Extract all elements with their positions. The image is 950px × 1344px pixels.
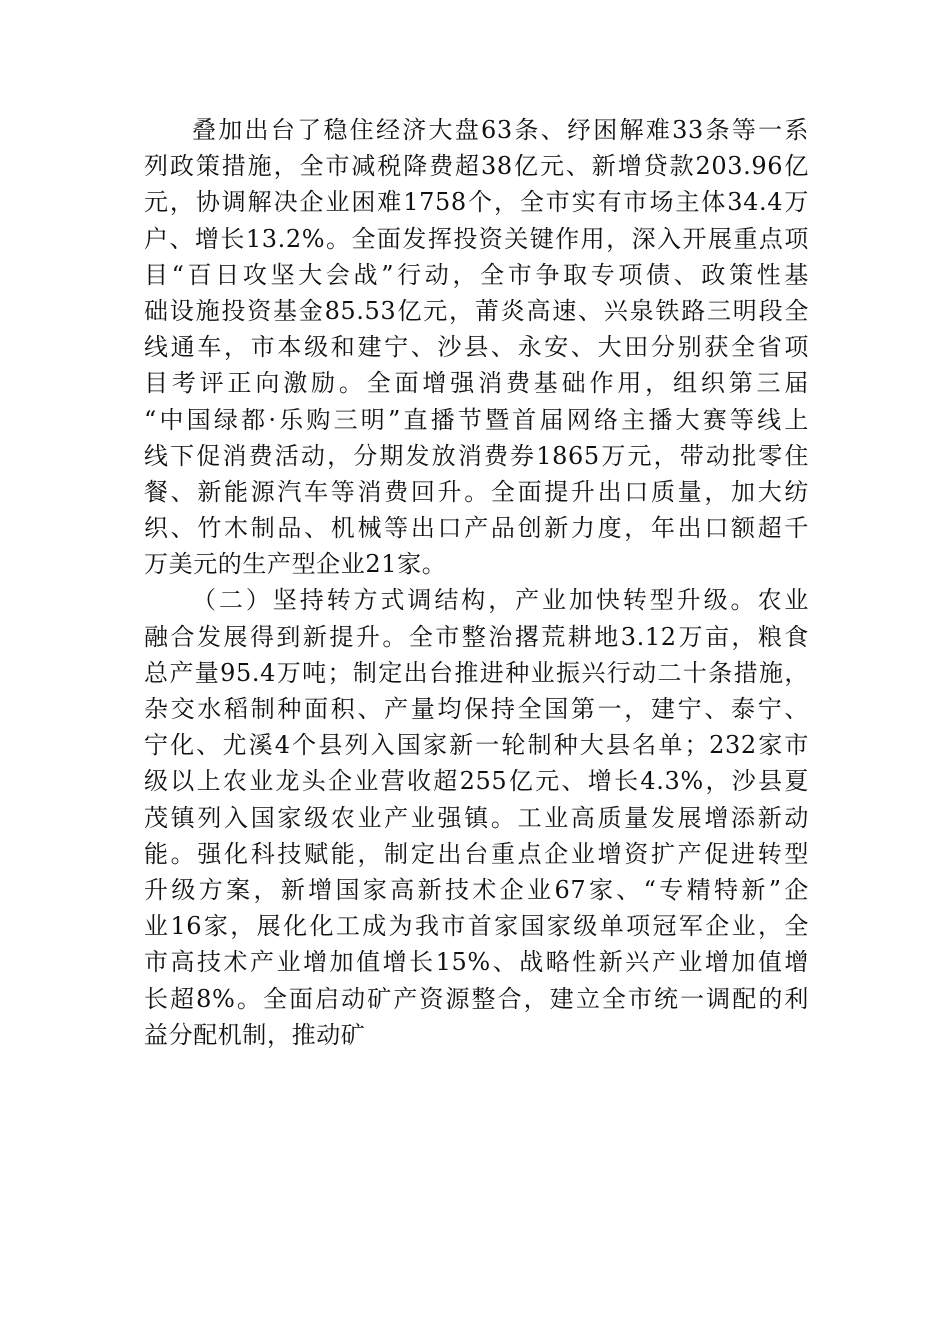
text-line: 目考评正向激励。全面增强消费基础作用，组织第三届 (144, 369, 809, 398)
text-line: 元，协调解决企业困难1758个，全市实有市场主体34.4万 (144, 188, 809, 217)
text-line: 餐、新能源汽车等消费回升。全面提升出口质量，加大纺 (144, 477, 809, 506)
text-line: 杂交水稻制种面积、产量均保持全国第一，建宁、泰宁、 (144, 695, 809, 723)
text-line: 茂镇列入国家级农业产业强镇。工业高质量发展增添新动 (144, 803, 809, 832)
document-body (144, 112, 809, 1053)
text-line: “中国绿都·乐购三明”直播节暨首届网络主播大赛等线上 (144, 405, 809, 434)
text-line: 列政策措施，全市减税降费超38亿元、新增贷款203.96亿 (144, 152, 809, 181)
text-line: 级以上农业龙头企业营收超255亿元、增长4.3%，沙县夏 (144, 767, 809, 796)
text-line: 益分配机制，推动矿 (144, 1020, 366, 1049)
paragraph-2 (144, 582, 809, 1052)
text-line: 能。强化科技赋能，制定出台重点企业增资扩产促进转型 (144, 839, 809, 868)
text-line: 叠加出台了稳住经济大盘63条、纾困解难33条等一系 (192, 116, 809, 144)
text-line: 线下促消费活动，分期发放消费券1865万元，带动批零住 (144, 441, 809, 470)
paragraph-1 (144, 112, 809, 582)
text-line: 长超8%。全面启动矿产资源整合，建立全市统一调配的利 (144, 984, 809, 1013)
text-line: （二）坚持转方式调结构，产业加快转型升级。农业 (192, 586, 809, 615)
text-line: 总产量95.4万吨；制定出台推进种业振兴行动二十条措施， (144, 658, 809, 687)
text-line: 业16家，展化化工成为我市首家国家级单项冠军企业，全 (144, 912, 809, 941)
text-line: 础设施投资基金85.53亿元，莆炎高速、兴泉铁路三明段全 (144, 296, 809, 325)
text-line: 织、竹木制品、机械等出口产品创新力度，年出口额超千 (144, 514, 809, 543)
text-line: 目“百日攻坚大会战”行动，全市争取专项债、政策性基 (144, 260, 809, 289)
text-line: 融合发展得到新提升。全市整治撂荒耕地3.12万亩，粮食 (144, 622, 809, 651)
text-line: 市高技术产业增加值增长15%、战略性新兴产业增加值增 (144, 948, 809, 977)
text-line: 宁化、尤溪4个县列入国家新一轮制种大县名单；232家市 (144, 731, 809, 760)
text-line: 万美元的生产型企业21家。 (144, 550, 447, 579)
text-line: 升级方案，新增国家高新技术企业67家、“专精特新”企 (144, 875, 809, 904)
text-line: 线通车，市本级和建宁、沙县、永安、大田分别获全省项 (144, 333, 809, 362)
text-line: 户、增长13.2%。全面发挥投资关键作用，深入开展重点项 (144, 224, 809, 253)
